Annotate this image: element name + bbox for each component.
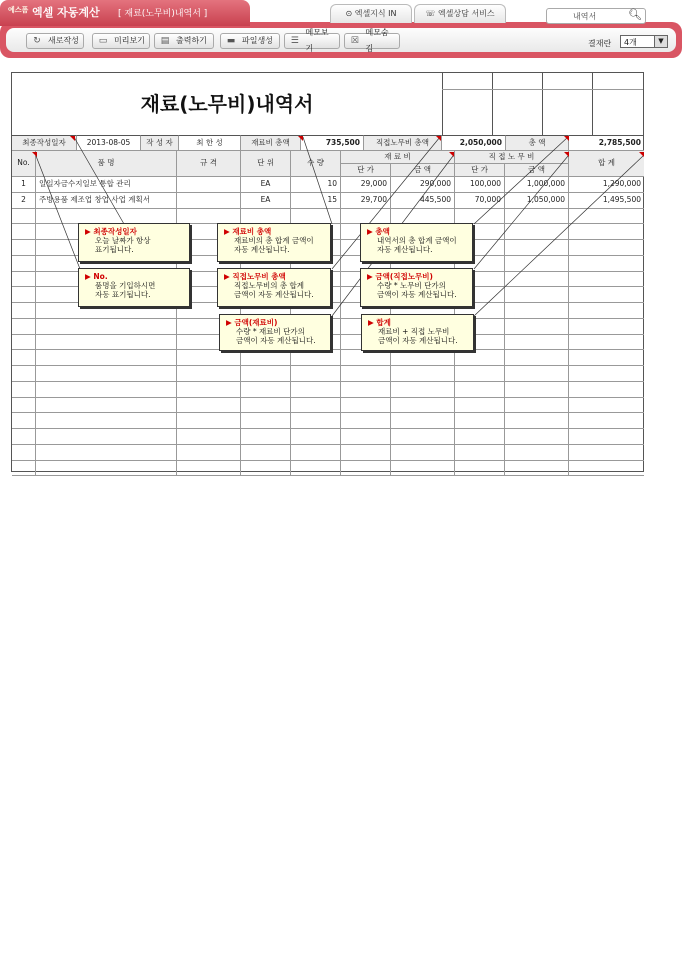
table-cell-spec[interactable] xyxy=(177,413,241,429)
table-cell-spec[interactable] xyxy=(177,461,241,477)
memo-total-title: ▶ 합계 xyxy=(368,318,469,327)
memo-material-total-title: ▶ 재료비 총액 xyxy=(224,227,326,236)
col-header-labor: 직 접 노 무 비 xyxy=(455,151,569,164)
table-cell-item[interactable] xyxy=(36,335,177,351)
map-pin-icon: ⊙ xyxy=(345,9,353,18)
phone-icon: ☏ xyxy=(425,9,436,18)
memo-material-amount-line2: 금액이 자동 계산됩니다. xyxy=(236,336,316,345)
table-cell-no[interactable] xyxy=(12,445,36,461)
table-cell-no[interactable] xyxy=(12,240,36,256)
table-cell-m-price[interactable]: 29,700 xyxy=(341,193,391,209)
table-cell-total[interactable]: 1,495,500 xyxy=(569,193,644,209)
labor-total-value: 2,050,000 xyxy=(442,135,506,151)
table-cell-m-price[interactable] xyxy=(341,413,391,429)
breadcrumb: [ 재료(노무비)내역서 ] xyxy=(118,9,208,19)
writer-label: 작 성 자 xyxy=(141,135,179,151)
tab-excel-consult[interactable] xyxy=(414,4,506,23)
table-cell-qty[interactable] xyxy=(291,429,341,445)
refresh-icon: ↻ xyxy=(33,36,41,46)
table-cell-spec[interactable] xyxy=(177,350,241,366)
table-cell-item[interactable]: 일일자금수지일보 통합 관리 xyxy=(36,177,177,193)
tab-excel-knowledge[interactable] xyxy=(330,4,412,23)
table-cell-item[interactable] xyxy=(36,366,177,382)
table-cell-l-amount[interactable]: 1,000,000 xyxy=(505,177,569,193)
date-label: 최종작성일자 xyxy=(12,135,77,151)
approval-box xyxy=(592,73,644,135)
table-cell-l-amount[interactable] xyxy=(505,209,569,225)
tab-excel-knowledge-label: 엑셀지식 IN xyxy=(354,9,397,18)
table-cell-l-amount[interactable]: 1,050,000 xyxy=(505,193,569,209)
col-header-material-price: 단 가 xyxy=(341,164,391,177)
table-cell-item[interactable] xyxy=(36,429,177,445)
printer-icon: ▤ xyxy=(160,36,170,46)
table-cell-qty[interactable] xyxy=(291,461,341,477)
memo-labor-total-line2: 금액이 자동 계산됩니다. xyxy=(234,290,314,299)
table-cell-total[interactable] xyxy=(569,413,644,429)
table-cell-item[interactable] xyxy=(36,445,177,461)
table-cell-l-amount[interactable] xyxy=(505,429,569,445)
table-cell-item[interactable] xyxy=(36,209,177,225)
preview-button[interactable] xyxy=(92,33,150,49)
col-header-labor-price: 단 가 xyxy=(455,164,505,177)
table-cell-item[interactable] xyxy=(36,350,177,366)
memo-no-title: ▶ No. xyxy=(85,272,185,281)
memo-material-amount-title: ▶ 금액(재료비) xyxy=(226,318,326,327)
table-cell-no[interactable] xyxy=(12,461,36,477)
table-cell-total[interactable] xyxy=(569,256,644,272)
table-cell-qty[interactable]: 15 xyxy=(291,193,341,209)
table-cell-l-price[interactable]: 100,000 xyxy=(455,177,505,193)
table-cell-l-amount[interactable] xyxy=(505,445,569,461)
approval-box xyxy=(492,73,543,135)
memo-material-total-line2: 자동 계산됩니다. xyxy=(234,245,290,254)
comment-marker xyxy=(639,152,644,157)
table-cell-l-price[interactable] xyxy=(455,429,505,445)
table-cell-l-price[interactable] xyxy=(455,445,505,461)
col-header-unit: 단 위 xyxy=(241,151,291,177)
table-cell-spec[interactable] xyxy=(177,366,241,382)
table-cell-no[interactable] xyxy=(12,319,36,335)
table-cell-m-price[interactable] xyxy=(341,445,391,461)
table-cell-total[interactable] xyxy=(569,240,644,256)
table-cell-m-price[interactable] xyxy=(341,398,391,414)
memo-icon: ☰ xyxy=(290,36,299,46)
table-cell-no[interactable] xyxy=(12,224,36,240)
table-cell-total[interactable] xyxy=(569,461,644,477)
file-create-button-label: 파일생성 xyxy=(242,36,273,45)
toolbar xyxy=(6,28,676,52)
table-cell-item[interactable]: 주방용품 제조업 창업 사업 계획서 xyxy=(36,193,177,209)
memo-grand-total-title: ▶ 총액 xyxy=(367,227,468,236)
comment-marker xyxy=(564,136,569,141)
memo-show-button[interactable] xyxy=(284,28,340,53)
memo-material-total xyxy=(217,223,331,262)
memo-labor-total-title: ▶ 직접노무비 총액 xyxy=(224,272,326,281)
table-cell-total[interactable] xyxy=(569,303,644,319)
close-box-icon: ☒ xyxy=(350,36,359,46)
table-cell-total[interactable] xyxy=(569,224,644,240)
memo-date-line1: 오늘 날짜가 항상 xyxy=(95,236,151,245)
table-cell-no[interactable] xyxy=(12,335,36,351)
grand-total-value: 2,785,500 xyxy=(569,135,644,151)
table-cell-total[interactable] xyxy=(569,209,644,225)
table-cell-total[interactable]: 1,290,000 xyxy=(569,177,644,193)
table-cell-l-amount[interactable] xyxy=(505,398,569,414)
grand-total-label: 총 액 xyxy=(506,135,569,151)
table-cell-spec[interactable] xyxy=(177,177,241,193)
search-value: 내역서 xyxy=(573,12,597,21)
print-button[interactable] xyxy=(154,33,214,49)
table-cell-total[interactable] xyxy=(569,366,644,382)
table-cell-no[interactable] xyxy=(12,287,36,303)
table-cell-no[interactable] xyxy=(12,382,36,398)
table-cell-unit[interactable] xyxy=(241,382,291,398)
approval-box xyxy=(442,73,493,135)
print-button-label: 출력하기 xyxy=(176,36,207,45)
table-cell-item[interactable] xyxy=(36,382,177,398)
table-cell-l-price[interactable] xyxy=(455,366,505,382)
table-cell-unit[interactable] xyxy=(241,350,291,366)
date-value[interactable]: 2013-08-05 xyxy=(77,135,141,151)
table-cell-unit[interactable] xyxy=(241,209,291,225)
approval-select-value: 4개 xyxy=(624,38,637,47)
table-cell-l-price[interactable] xyxy=(455,461,505,477)
table-cell-unit[interactable] xyxy=(241,366,291,382)
table-cell-no[interactable] xyxy=(12,272,36,288)
table-cell-item[interactable] xyxy=(36,398,177,414)
memo-material-total-line1: 재료비의 총 합계 금액이 xyxy=(234,236,314,245)
table-cell-l-price[interactable]: 70,000 xyxy=(455,193,505,209)
memo-labor-amount-title: ▶ 금액(직접노무비) xyxy=(367,272,468,281)
table-cell-l-price[interactable] xyxy=(455,413,505,429)
table-cell-item[interactable] xyxy=(36,461,177,477)
memo-no-line1: 품명을 기입하시면 xyxy=(95,281,156,290)
table-cell-total[interactable] xyxy=(569,382,644,398)
table-cell-m-price[interactable] xyxy=(341,429,391,445)
table-cell-total[interactable] xyxy=(569,445,644,461)
memo-material-amount xyxy=(219,314,331,351)
table-cell-m-amount[interactable] xyxy=(391,429,455,445)
table-cell-l-amount[interactable] xyxy=(505,413,569,429)
comment-marker xyxy=(32,152,37,157)
table-cell-m-amount[interactable] xyxy=(391,209,455,225)
memo-date-title: ▶ 최종작성일자 xyxy=(85,227,185,236)
table-cell-unit[interactable] xyxy=(241,413,291,429)
memo-material-amount-line1: 수량 * 재료비 단가의 xyxy=(236,327,305,336)
table-cell-qty[interactable]: 10 xyxy=(291,177,341,193)
memo-total-line1: 재료비 + 직접 노무비 xyxy=(378,327,450,336)
memo-labor-total xyxy=(217,268,331,307)
memo-labor-total-line1: 직접노무비의 총 합계 xyxy=(234,281,304,290)
table-cell-m-amount[interactable] xyxy=(391,398,455,414)
table-cell-spec[interactable] xyxy=(177,209,241,225)
col-header-spec: 규 격 xyxy=(177,151,241,177)
comment-marker xyxy=(436,136,441,141)
table-cell-l-price[interactable] xyxy=(455,209,505,225)
table-cell-l-amount[interactable] xyxy=(505,224,569,240)
table-cell-m-amount[interactable] xyxy=(391,413,455,429)
table-cell-unit[interactable] xyxy=(241,445,291,461)
table-cell-m-price[interactable] xyxy=(341,209,391,225)
table-cell-l-amount[interactable] xyxy=(505,335,569,351)
document-title: 재료(노무비)내역서 xyxy=(140,92,314,116)
table-cell-unit[interactable]: EA xyxy=(241,193,291,209)
memo-hide-button-label: 메모숨김 xyxy=(365,28,389,53)
table-cell-m-amount[interactable]: 290,000 xyxy=(391,177,455,193)
table-cell-m-price[interactable] xyxy=(341,382,391,398)
app-title: 엑셀 자동계산 xyxy=(32,6,100,19)
table-cell-m-amount[interactable] xyxy=(391,445,455,461)
table-cell-unit[interactable] xyxy=(241,429,291,445)
memo-no-line2: 자동 표기됩니다. xyxy=(95,290,151,299)
table-cell-total[interactable] xyxy=(569,350,644,366)
approval-divider xyxy=(442,89,643,90)
table-cell-unit[interactable] xyxy=(241,398,291,414)
memo-labor-amount xyxy=(360,268,473,307)
table-cell-m-amount[interactable] xyxy=(391,350,455,366)
search-icon[interactable]: 🔍︎ xyxy=(628,8,642,21)
table-cell-l-amount[interactable] xyxy=(505,240,569,256)
memo-total xyxy=(361,314,474,351)
memo-grand-total xyxy=(360,223,473,262)
table-cell-spec[interactable] xyxy=(177,193,241,209)
table-cell-total[interactable] xyxy=(569,398,644,414)
table-cell-m-price[interactable] xyxy=(341,350,391,366)
table-cell-unit[interactable]: EA xyxy=(241,177,291,193)
col-header-qty: 수 량 xyxy=(291,151,341,177)
table-cell-no[interactable] xyxy=(12,209,36,225)
memo-date xyxy=(78,223,190,262)
table-cell-item[interactable] xyxy=(36,413,177,429)
top-header xyxy=(0,0,682,58)
chevron-down-icon[interactable]: ▼ xyxy=(654,36,667,47)
memo-grand-total-line2: 자동 계산됩니다. xyxy=(377,245,433,254)
material-total-value: 735,500 xyxy=(301,135,364,151)
memo-date-line2: 표기됩니다. xyxy=(95,245,134,254)
table-cell-qty[interactable] xyxy=(291,398,341,414)
table-cell-qty[interactable] xyxy=(291,382,341,398)
comment-marker xyxy=(70,136,75,141)
memo-labor-amount-line2: 금액이 자동 계산됩니다. xyxy=(377,290,457,299)
table-cell-total[interactable] xyxy=(569,335,644,351)
memo-hide-button[interactable] xyxy=(344,28,400,53)
table-cell-no[interactable] xyxy=(12,350,36,366)
table-cell-spec[interactable] xyxy=(177,398,241,414)
file-create-button[interactable] xyxy=(220,33,280,49)
table-cell-total[interactable] xyxy=(569,272,644,288)
labor-total-label: 직접노무비 총액 xyxy=(364,135,442,151)
table-cell-l-amount[interactable] xyxy=(505,350,569,366)
comment-marker xyxy=(449,152,454,157)
table-cell-l-price[interactable] xyxy=(455,382,505,398)
approval-label: 결재란 xyxy=(588,39,612,48)
col-header-material-amount: 금 액 xyxy=(391,164,455,177)
table-cell-no[interactable] xyxy=(12,398,36,414)
table-cell-l-amount[interactable] xyxy=(505,382,569,398)
table-cell-total[interactable] xyxy=(569,287,644,303)
preview-button-label: 미리보기 xyxy=(114,36,145,45)
tab-excel-consult-label: 엑셀상담 서비스 xyxy=(437,9,495,18)
folder-icon: ▬ xyxy=(226,36,236,46)
table-cell-l-amount[interactable] xyxy=(505,256,569,272)
monitor-icon: ▭ xyxy=(98,36,108,46)
table-cell-qty[interactable] xyxy=(291,209,341,225)
table-cell-no[interactable]: 1 xyxy=(12,177,36,193)
table-cell-no[interactable] xyxy=(12,429,36,445)
memo-grand-total-line1: 내역서의 총 합계 금액이 xyxy=(377,236,457,245)
col-header-total: 합 계 xyxy=(569,151,644,177)
col-header-labor-amount: 금 액 xyxy=(505,164,569,177)
memo-total-line2: 금액이 자동 계산됩니다. xyxy=(378,336,458,345)
table-cell-no[interactable]: 2 xyxy=(12,193,36,209)
table-cell-m-amount[interactable]: 445,500 xyxy=(391,193,455,209)
memo-show-button-label: 메모보기 xyxy=(305,28,329,53)
table-cell-unit[interactable] xyxy=(241,461,291,477)
table-cell-qty[interactable] xyxy=(291,413,341,429)
table-cell-l-amount[interactable] xyxy=(505,272,569,288)
writer-value[interactable]: 최 한 성 xyxy=(179,135,241,151)
table-cell-item[interactable] xyxy=(36,319,177,335)
table-cell-total[interactable] xyxy=(569,319,644,335)
table-cell-l-amount[interactable] xyxy=(505,287,569,303)
table-cell-m-price[interactable]: 29,000 xyxy=(341,177,391,193)
memo-labor-amount-line1: 수량 * 노무비 단가의 xyxy=(377,281,446,290)
comment-marker xyxy=(298,136,303,141)
table-cell-qty[interactable] xyxy=(291,350,341,366)
table-cell-no[interactable] xyxy=(12,256,36,272)
table-cell-m-price[interactable] xyxy=(341,366,391,382)
brand-logo-small: 예스폼 xyxy=(8,6,29,14)
col-header-material: 재 료 비 xyxy=(341,151,455,164)
table-cell-l-amount[interactable] xyxy=(505,303,569,319)
col-header-no: No. xyxy=(12,151,36,177)
table-cell-qty[interactable] xyxy=(291,445,341,461)
table-cell-spec[interactable] xyxy=(177,445,241,461)
table-cell-m-amount[interactable] xyxy=(391,382,455,398)
memo-no xyxy=(78,268,190,307)
table-cell-l-amount[interactable] xyxy=(505,366,569,382)
table-cell-no[interactable] xyxy=(12,413,36,429)
approval-box xyxy=(542,73,593,135)
table-cell-m-amount[interactable] xyxy=(391,461,455,477)
table-cell-l-amount[interactable] xyxy=(505,319,569,335)
table-cell-l-price[interactable] xyxy=(455,350,505,366)
new-button-label: 새로작성 xyxy=(48,36,79,45)
approval-select[interactable] xyxy=(620,35,668,48)
col-header-item: 품 명 xyxy=(36,151,177,177)
table-cell-no[interactable] xyxy=(12,366,36,382)
table-cell-m-amount[interactable] xyxy=(391,366,455,382)
table-cell-qty[interactable] xyxy=(291,366,341,382)
comment-marker xyxy=(564,152,569,157)
table-cell-l-price[interactable] xyxy=(455,398,505,414)
table-cell-spec[interactable] xyxy=(177,429,241,445)
table-cell-spec[interactable] xyxy=(177,382,241,398)
table-cell-m-price[interactable] xyxy=(341,461,391,477)
table-cell-no[interactable] xyxy=(12,303,36,319)
material-total-label: 재료비 총액 xyxy=(241,135,301,151)
new-button[interactable] xyxy=(26,33,84,49)
table-cell-l-amount[interactable] xyxy=(505,461,569,477)
table-cell-total[interactable] xyxy=(569,429,644,445)
